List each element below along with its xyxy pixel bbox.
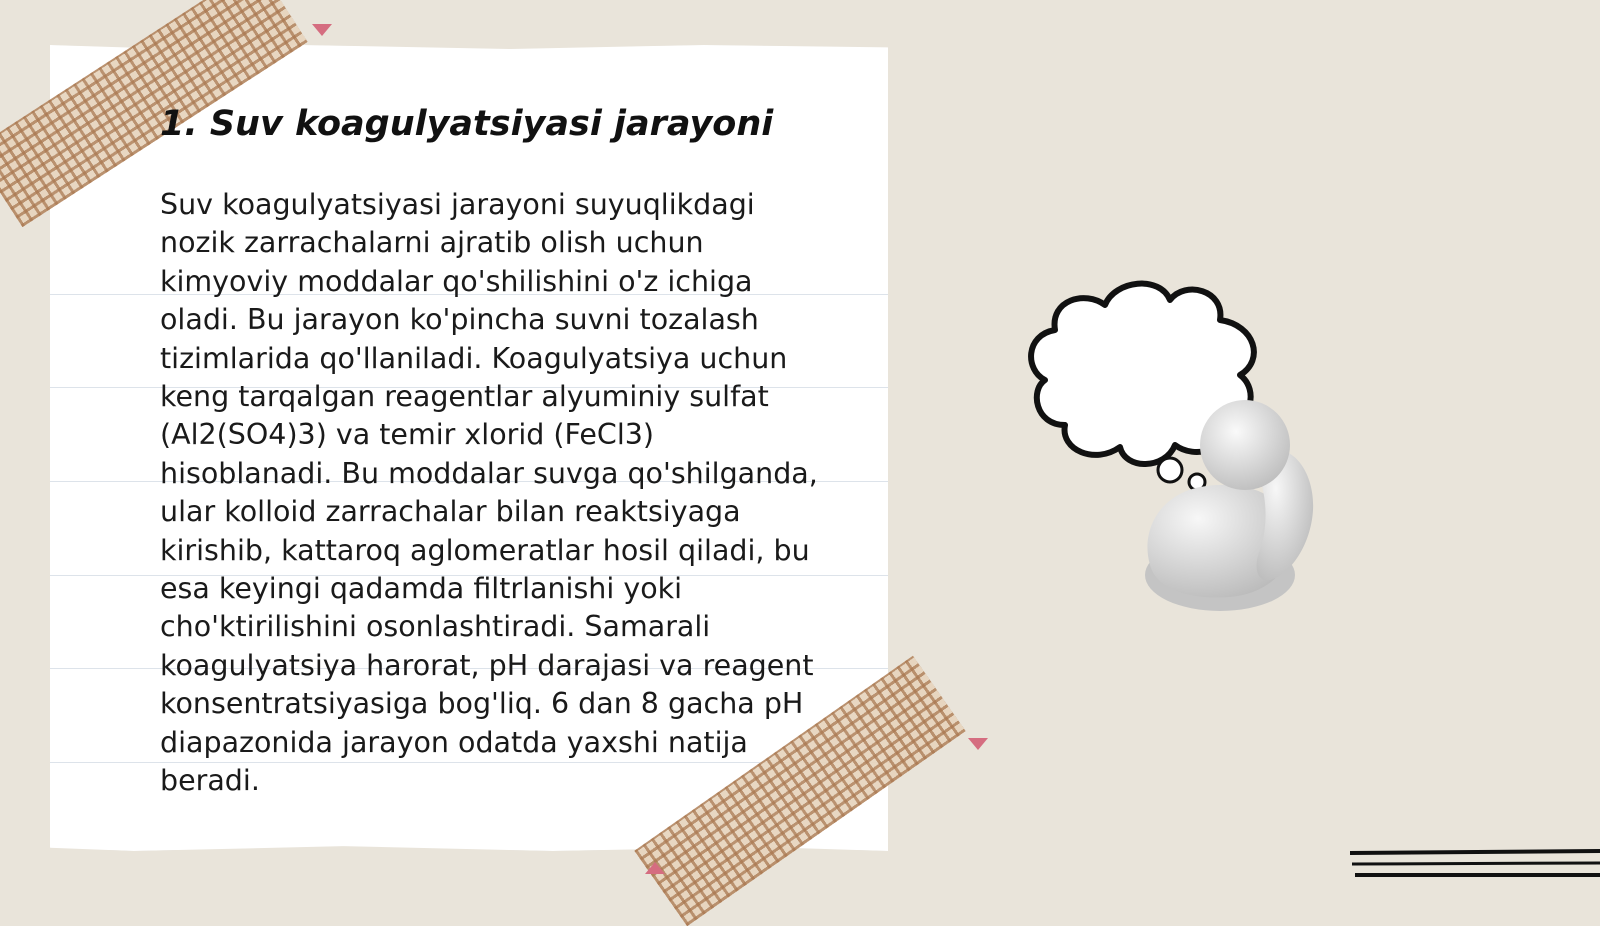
- thinking-person-illustration: [1025, 275, 1355, 615]
- slide-body-text: Suv koagulyatsiyasi jarayoni suyuqlikdagi nozik zarrachalarni ajratib olish uchun kimyoviy moddalar qo'shilishini o'z ichiga oladi. Bu jarayon ko'pincha suvni tozalash tizimlarida qo'llaniladi. Koagulyatsiya uchun keng tarqalgan reagentlar alyuminiy sulfat (Al2(SO4)3) va temir xlorid (FeCl3) hisoblanadi. Bu moddalar suvga qo'shilganda, ular kolloid zarrachalar bilan reaktsiyaga kirishib, kattaroq aglomeratlar hosil qiladi, bu esa keyingi qadamda filtrlanishi yoki cho'ktirilishini osonlashtiradi. Samarali koagulyatsiya harorat, pH darajasi va reagent konsentratsiyasiga bog'liq. 6 dan 8 gacha pH diapazonida jarayon odatda yaxshi natija beradi.: [160, 188, 818, 798]
- tape-pin-top: [312, 24, 332, 36]
- tape-pin-bottom-right: [968, 738, 988, 750]
- slide-title: 1. Suv koagulyatsiyasi jarayoni: [160, 104, 774, 144]
- decorative-lines: [1350, 848, 1600, 888]
- tape-pin-bottom-left: [645, 862, 665, 874]
